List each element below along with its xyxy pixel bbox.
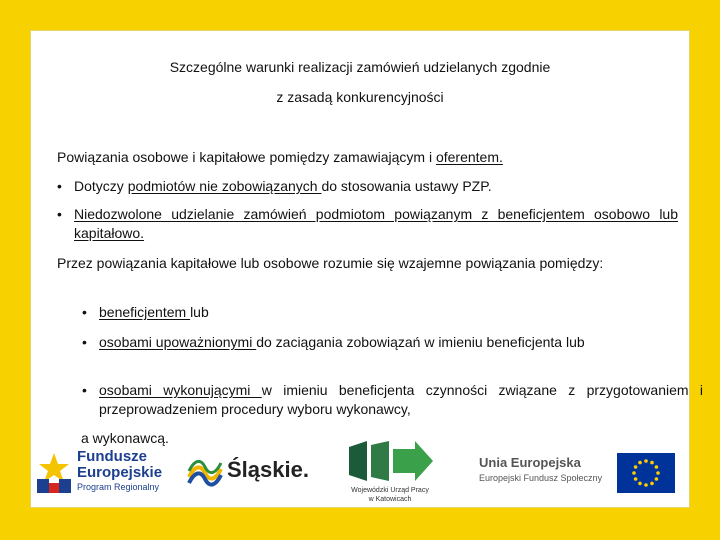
heading-normal: pomiędzy zamawiającym i bbox=[265, 149, 436, 165]
fundusze-star-icon bbox=[37, 449, 71, 493]
bullet-underlined: Niedozwolone udzielanie zamówień podmiotom powiązanym z beneficjentem osobowo lub kapitałowo. bbox=[74, 206, 678, 241]
ue-line2: Europejski Fundusz Społeczny bbox=[479, 473, 603, 483]
eu-flag-icon bbox=[617, 453, 675, 493]
fundusze-line2: Europejskie bbox=[77, 464, 163, 481]
sub-bullet-item bbox=[57, 333, 703, 352]
bullet-pre: Dotyczy bbox=[74, 178, 128, 194]
heading-bold: Powiązania osobowe i kapitałowe bbox=[57, 149, 266, 165]
bullet-item bbox=[57, 205, 678, 243]
bullet-dot: • bbox=[57, 178, 62, 194]
slaskie-waves-icon bbox=[187, 455, 223, 491]
sub-bullet-underlined: osobami wykonującymi bbox=[99, 382, 262, 398]
sub-bullet-post: lub bbox=[190, 304, 209, 320]
bullet-dot: • bbox=[82, 334, 87, 350]
sub-bullet-item bbox=[57, 381, 703, 419]
sub-bullet-underlined: osobami upoważnionymi bbox=[99, 334, 257, 350]
bullet-item bbox=[57, 177, 678, 196]
bullet-dot: • bbox=[82, 382, 87, 398]
wup-text bbox=[345, 486, 435, 504]
bullet-dot: • bbox=[82, 304, 87, 320]
heading-underlined: oferentem. bbox=[435, 149, 503, 165]
sub-bullet-post: w imieniu beneficjenta czynności związane z przygotowaniem i przeprowadzeniem procedury wyboru wykonawcy, bbox=[99, 382, 703, 417]
sub-bullet-underlined: beneficjentem bbox=[99, 304, 191, 320]
slaskie-logo bbox=[187, 455, 317, 491]
bullet-post: do stosowania ustawy PZP. bbox=[321, 178, 492, 194]
fundusze-line3: Program Regionalny bbox=[77, 482, 160, 492]
bullet-underlined: podmiotów nie zobowiązanych bbox=[127, 178, 322, 194]
fundusze-europejskie-logo bbox=[37, 449, 177, 499]
wup-arrow-icon bbox=[345, 439, 435, 483]
wup-line2: w Katowicach bbox=[368, 496, 412, 503]
fundusze-line1: Fundusze bbox=[77, 448, 147, 465]
wup-line1: Wojewódzki Urząd Pracy bbox=[351, 487, 429, 494]
logo-bar bbox=[31, 431, 689, 509]
sub-bullet-item bbox=[57, 303, 703, 322]
wup-logo bbox=[345, 439, 435, 509]
closing-text: a wykonawcą. bbox=[81, 430, 169, 446]
ue-line1: Unia Europejska bbox=[479, 455, 581, 470]
unia-europejska-logo bbox=[479, 453, 679, 497]
slide-title-line1: Szczególne warunki realizacji zamówień udzielanych zgodnie bbox=[169, 59, 551, 75]
slide bbox=[30, 30, 703, 508]
definition-paragraph: Przez powiązania kapitałowe lub osobowe rozumie się wzajemne powiązania pomiędzy: bbox=[57, 255, 604, 271]
sub-bullet-post: do zaciągania zobowiązań w imieniu beneficjenta lub bbox=[256, 334, 585, 350]
slaskie-text: Śląskie. bbox=[227, 457, 309, 482]
bullet-dot: • bbox=[57, 206, 62, 222]
fundusze-text bbox=[77, 449, 162, 493]
slide-title-line2: z zasadą konkurencyjności bbox=[276, 89, 444, 105]
section-heading bbox=[57, 148, 661, 167]
